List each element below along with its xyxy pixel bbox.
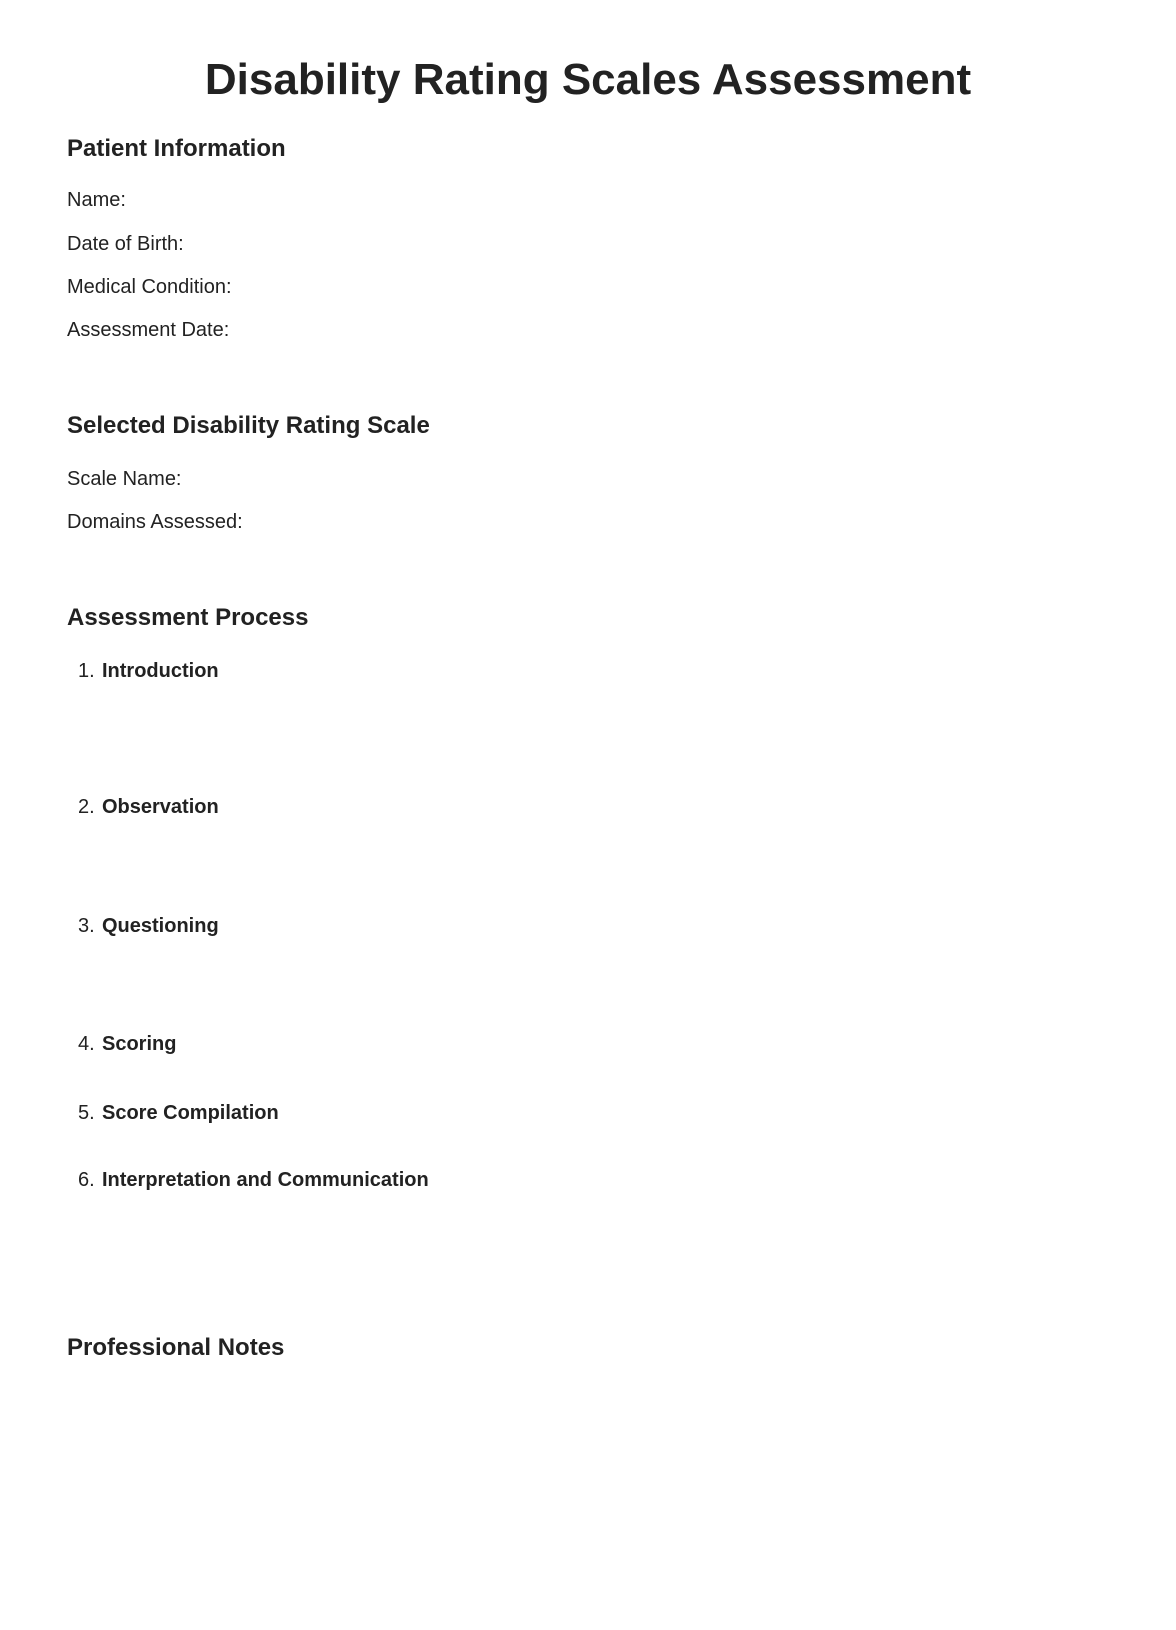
selected-scale-heading: Selected Disability Rating Scale — [67, 412, 430, 439]
step-number: 6. — [78, 1169, 95, 1191]
process-step — [78, 1029, 176, 1059]
page-title: Disability Rating Scales Assessment — [204, 55, 972, 104]
process-step — [78, 911, 219, 941]
name-field-label: Name: — [67, 189, 126, 211]
assessment-process-heading: Assessment Process — [67, 604, 309, 631]
professional-notes-heading: Professional Notes — [67, 1334, 285, 1361]
step-number: 1. — [78, 660, 95, 682]
step-number: 4. — [78, 1033, 95, 1055]
date-of-birth-field-label: Date of Birth: — [67, 233, 184, 255]
process-step — [78, 1098, 279, 1128]
step-label: Interpretation and Communication — [102, 1169, 429, 1191]
patient-information-heading: Patient Information — [67, 135, 286, 162]
step-label: Questioning — [102, 915, 219, 937]
process-step — [78, 792, 219, 822]
step-number: 5. — [78, 1102, 95, 1124]
step-label: Introduction — [102, 660, 219, 682]
process-step — [78, 656, 219, 686]
step-number: 3. — [78, 915, 95, 937]
scale-name-field-label: Scale Name: — [67, 468, 182, 490]
domains-assessed-field-label: Domains Assessed: — [67, 511, 243, 533]
step-label: Scoring — [102, 1033, 177, 1055]
step-number: 2. — [78, 796, 95, 818]
process-step — [78, 1165, 429, 1195]
assessment-date-field-label: Assessment Date: — [67, 319, 230, 341]
step-label: Score Compilation — [102, 1102, 279, 1124]
step-label: Observation — [102, 796, 219, 818]
medical-condition-field-label: Medical Condition: — [67, 276, 232, 298]
